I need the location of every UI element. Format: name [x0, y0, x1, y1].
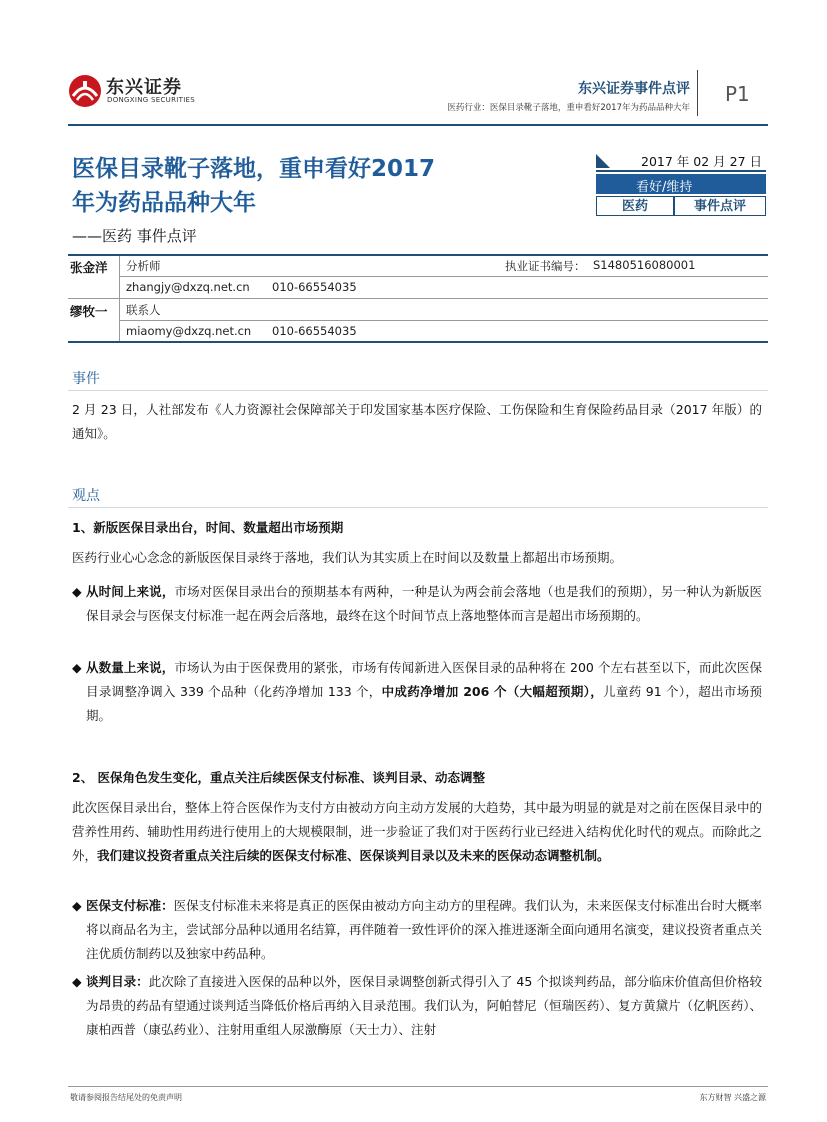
contact-name: 缪牧一 [70, 304, 108, 319]
page-subtitle: ——医药 事件点评 [72, 227, 197, 245]
page-number: P1 [725, 82, 750, 106]
report-type: 东兴证券事件点评 [578, 81, 690, 97]
section-1-intro: 医药行业心心念念的新版医保目录终于落地，我们认为其实质上在时间以及数量上都超出市场预期。 [72, 550, 623, 565]
row-line [119, 320, 768, 321]
view-heading: 观点 [72, 488, 100, 504]
cert-label: 执业证书编号： [505, 259, 586, 273]
bullet-icon: ◆ [72, 974, 82, 989]
report-date: 2017 年 02 月 27 日 [641, 154, 762, 169]
section-2-title: 2、 医保角色发生变化，重点关注后续医保支付标准、谈判目录、动态调整 [72, 770, 486, 785]
header-subline: 医药行业：医保目录靴子落地，重申看好2017年为药品品种大年 [447, 103, 690, 113]
triangle-icon [596, 154, 610, 168]
bullet-text: 此次除了直接进入医保的品种以外，医保目录调整创新式得引入了 45 个拟谈判药品，部分临床价值高但价格较为昂贵的药品有望通过谈判适当降低价格后再纳入目录范围。我们认为，阿帕替尼（恒瑞医药）、复方黄黛片（亿帆医药）、康柏西普（康弘药业）、注射用重组人尿激酶原（天士力）、注射 [86, 974, 762, 1037]
analyst-phone: 010-66554035 [272, 280, 357, 294]
section-2-text [72, 796, 762, 868]
row-line [119, 276, 768, 277]
heading-rule [68, 390, 768, 391]
bullet-quantity [72, 656, 762, 728]
analyst-table-top [68, 254, 768, 256]
report-date-box [596, 150, 766, 172]
rating: 看好/维持 [636, 180, 693, 195]
analyst-table-divider [119, 256, 120, 342]
section-1-title: 1、新版医保目录出台，时间、数量超出市场预期 [72, 520, 344, 535]
bullet-icon: ◆ [72, 898, 82, 913]
logo-name: 东兴证券 [106, 77, 182, 98]
bullet-icon: ◆ [72, 660, 82, 675]
logo-english: DONGXING SECURITIES [107, 96, 196, 104]
report-category: 事件点评 [674, 196, 766, 216]
section-2-body: 此次医保目录出台，整体上符合医保作为支付方由被动方向主动方发展的大趋势，其中最为明显的就是对之前在医保目录中的营养性用药、辅助性用药进行使用上的大规模限制，进一步验证了我们对于医药行业已经进入结构优化时代的观点。而除此之外， [72, 800, 762, 863]
bullet-text: 市场认为由于医保费用的紧张，市场有传闻新进入医保目录的品种将在 200 个左右甚至以下，而此次医保目录调整净调入 339 个品种（化药净增加 133 个， [86, 660, 762, 699]
bullet-lead: 医保支付标准： [86, 898, 174, 913]
title-line-1: 医保目录靴子落地，重申看好2017 [72, 156, 436, 182]
header-rule [68, 124, 768, 126]
bullet-lead: 从时间上来说， [86, 584, 175, 599]
footer-rule [68, 1086, 768, 1087]
footer-slogan: 东方财智 兴盛之源 [699, 1093, 766, 1102]
heading-rule [68, 507, 768, 508]
bullet-lead: 从数量上来说， [86, 660, 175, 675]
event-heading: 事件 [72, 371, 100, 387]
analyst-role: 分析师 [126, 259, 161, 273]
bullet-emphasis: 中成药净增加 206 个（大幅超预期）， [381, 684, 604, 699]
bullet-text: 市场对医保目录出台的预期基本有两种，一种是认为两会前会落地（也是我们的预期），另一种认为新版医保目录会与医保支付标准一起在两会后落地，最终在这个时间节点上落地整体而言是超出市场预期的。 [86, 584, 762, 623]
sector-label: 医药 [596, 196, 674, 216]
header-divider [697, 70, 698, 116]
bullet-lead: 谈判目录： [86, 974, 149, 989]
analyst-email[interactable]: zhangjy@dxzq.net.cn [126, 280, 250, 294]
analyst-name: 张金洋 [70, 260, 108, 275]
title-line-2: 年为药品品种大年 [72, 190, 256, 216]
rating-box [596, 174, 766, 194]
contact-phone: 010-66554035 [272, 324, 357, 338]
contact-email[interactable]: miaomy@dxzq.net.cn [126, 324, 252, 338]
bullet-negotiation [72, 970, 762, 1042]
footer-disclaimer: 敬请参阅报告结尾处的免责声明 [70, 1093, 182, 1102]
bullet-payment-standard [72, 894, 762, 966]
row-line [68, 298, 768, 299]
contact-role: 联系人 [126, 303, 161, 317]
analyst-table-bottom [68, 341, 768, 343]
bullet-text: 医保支付标准未来将是真正的医保由被动方向主动方的里程碑。我们认为，未来医保支付标准出台时大概率将以商品名为主，尝试部分品种以通用名结算，再伴随着一致性评价的深入推进逐渐全面向通用名演变，建议投资者重点关注优质仿制药以及独家中药品种。 [86, 898, 762, 961]
section-2-emphasis: 我们建议投资者重点关注后续的医保支付标准、医保谈判目录以及未来的医保动态调整机制。 [97, 848, 610, 863]
bullet-icon: ◆ [72, 584, 82, 599]
bullet-text-end: 儿童药 91 个），超出市场预期。 [86, 684, 762, 723]
cert-number: S1480516080001 [593, 258, 696, 272]
event-text: 2 月 23 日，人社部发布《人力资源社会保障部关于印发国家基本医疗保险、工伤保险和生育保险药品目录（2017 年版）的通知》。 [72, 402, 762, 441]
bullet-time [72, 580, 762, 628]
page-title [72, 152, 552, 220]
